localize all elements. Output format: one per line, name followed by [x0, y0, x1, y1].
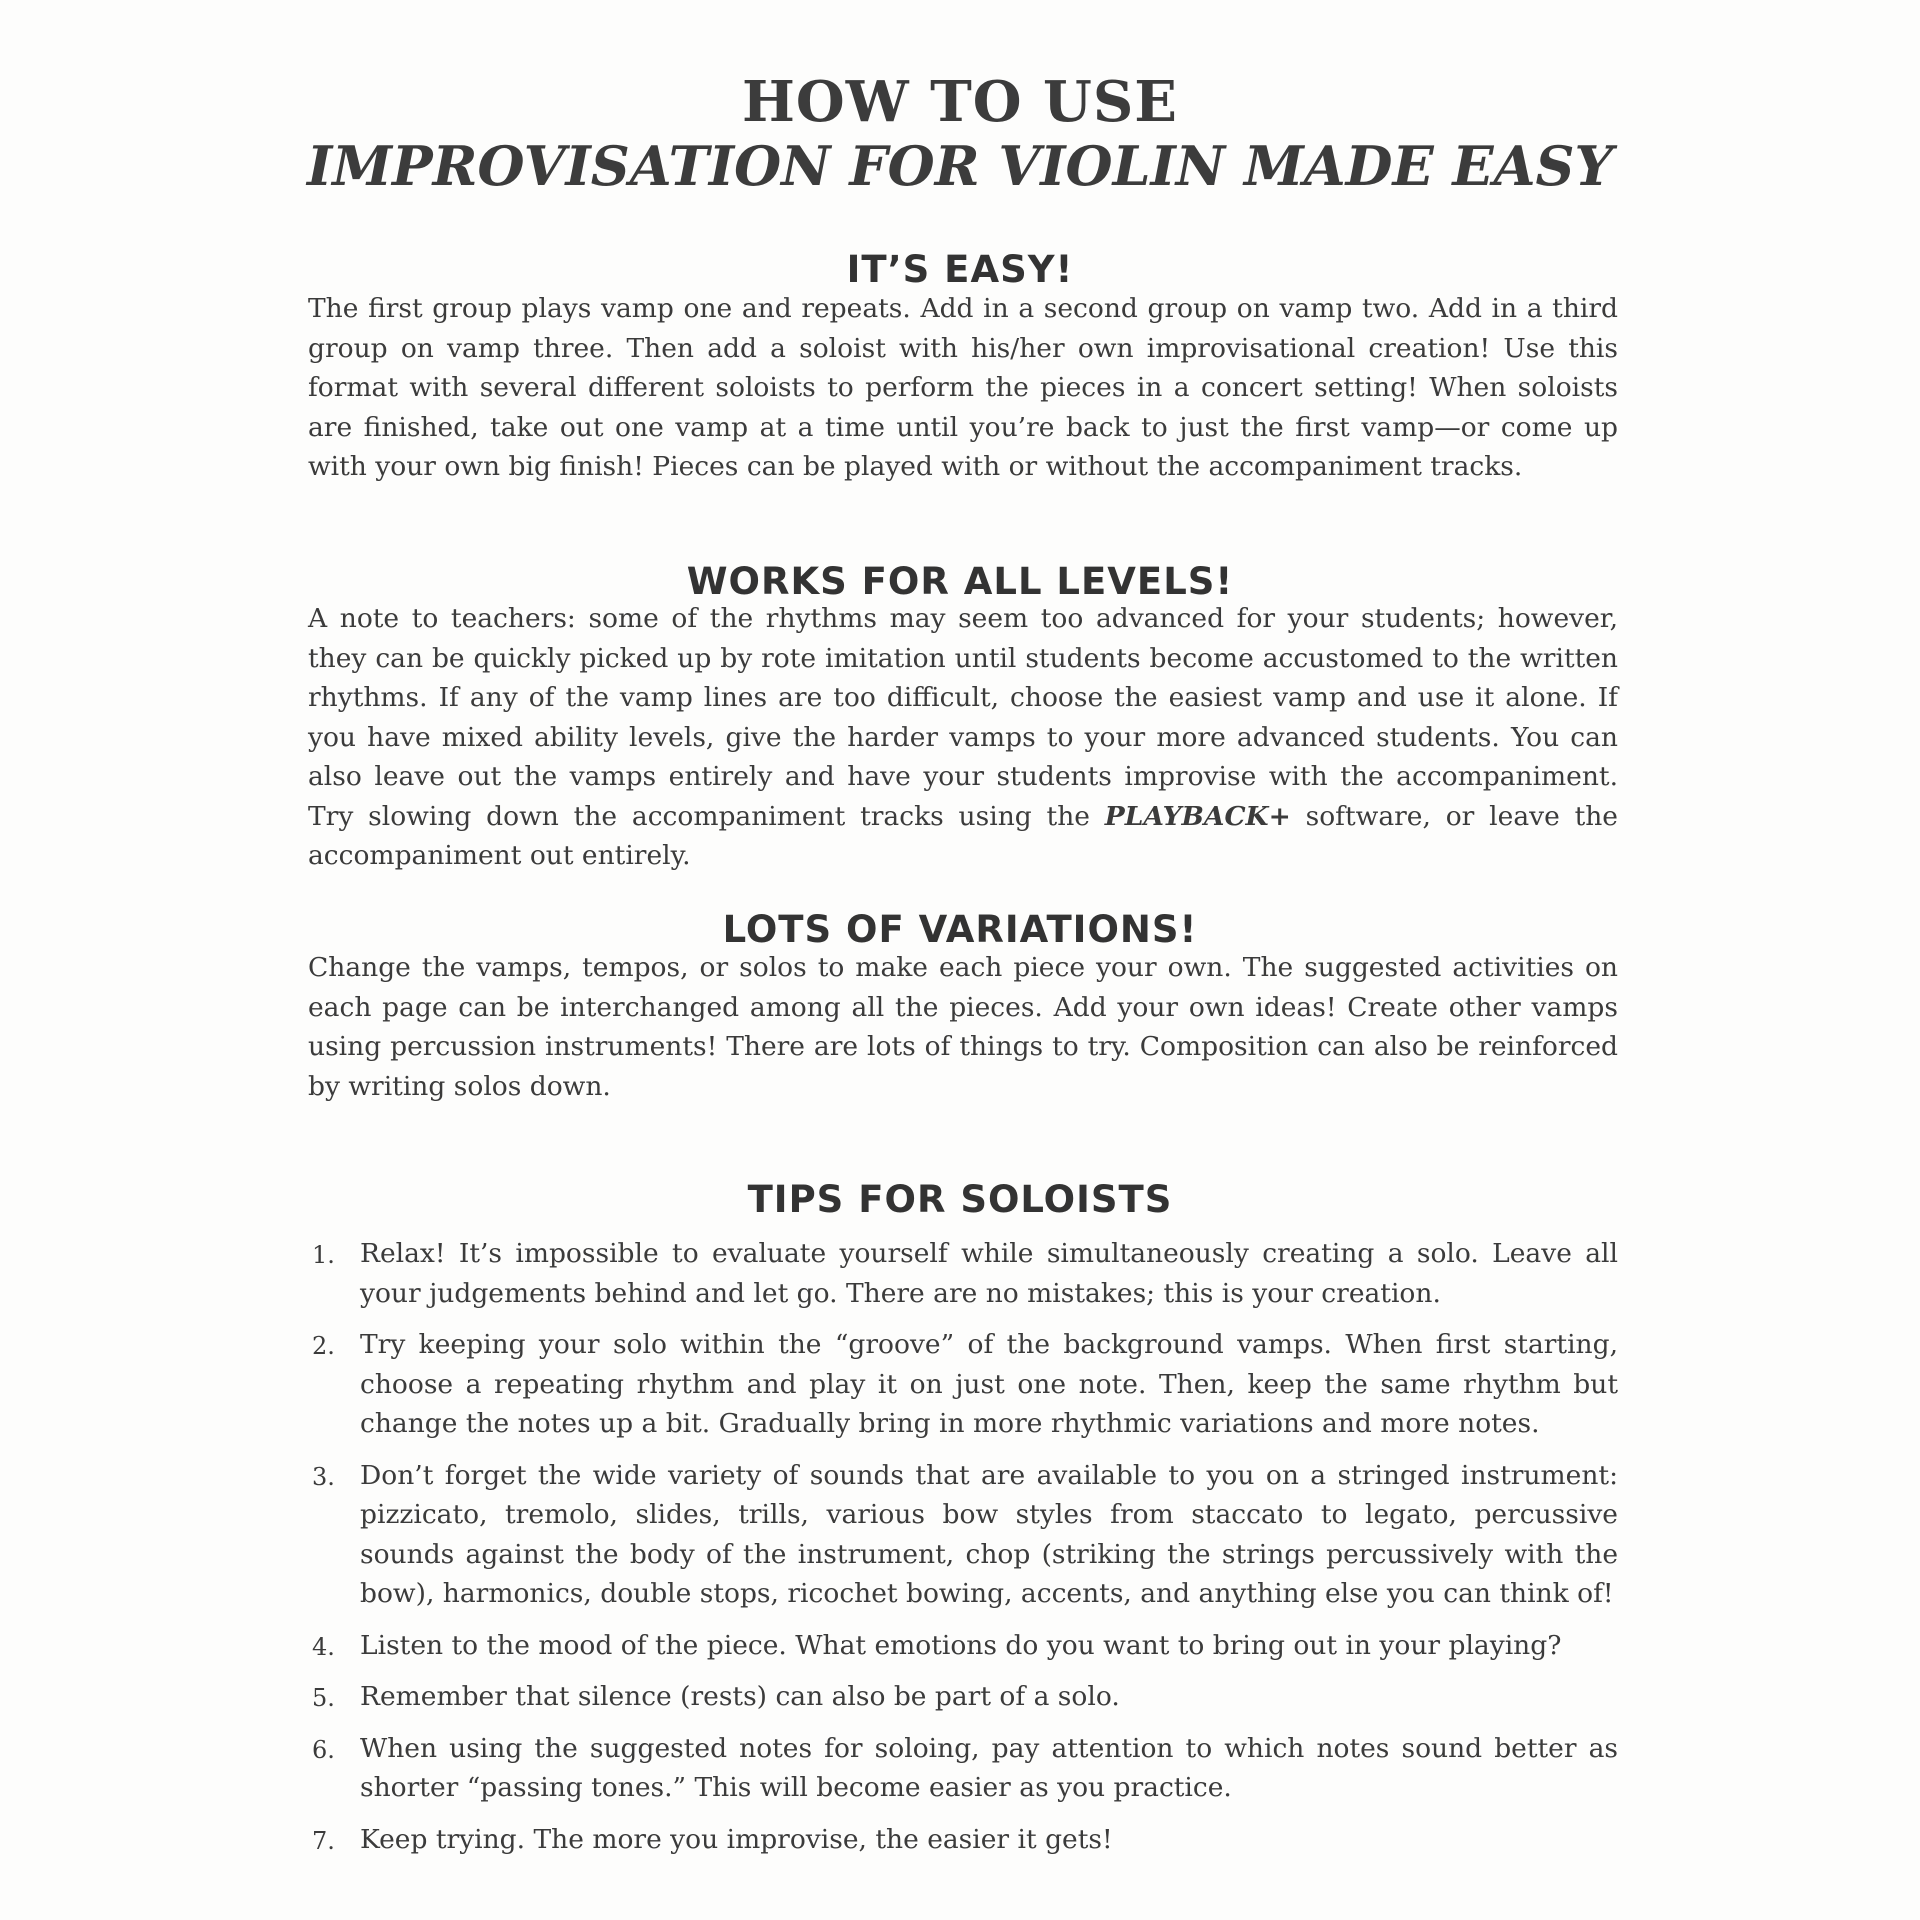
list-item	[308, 1729, 1618, 1808]
section-heading-variations: LOTS OF VARIATIONS!	[722, 908, 1198, 951]
list-item	[308, 1820, 1618, 1860]
section-body-variations: Change the vamps, tempos, or solos to make each piece your own. The suggested activities on each page can be interchanged among all the pieces. Add your own ideas! Create other vamps using percussion instruments! There are lots of things to try. Composition can also be reinforced by writing solos down.	[308, 952, 1618, 1102]
list-item-text: Keep trying. The more you improvise, the easier it gets!	[360, 1823, 1113, 1855]
section-body-levels	[308, 599, 1618, 876]
levels-body-start: A note to teachers: some of the rhythms may seem too advanced for your students; however, they can be quickly picked up by rote imitation until students become accustomed to the written rhythms. If any of the vamp lines are too difficult, choose the easiest vamp and use it alone. If you have mixed ability levels, give the harder vamps to your more advanced students. You can also leave out the vamps entirely and have your students improvise with the accompaniment. Try slowing down the accompaniment tracks using the	[308, 603, 1618, 832]
list-item-text: Remember that silence (rests) can also be part of a solo.	[360, 1681, 1120, 1712]
section-heading-tips: TIPS FOR SOLOISTS	[747, 1178, 1173, 1221]
list-item-number: 5.	[312, 1684, 335, 1712]
list-item	[308, 1626, 1618, 1666]
list-item-text: Try keeping your solo within the “groove” of the background vamps. When first starting, choose a repeating rhythm and play it on just one note. Then, keep the same rhythm but change the notes up a bit. Gradually bring in more rhythmic variations and more notes.	[360, 1329, 1618, 1439]
list-item-text: When using the suggested notes for soloing, pay attention to which notes sound better as shorter “passing tones.” This will become easier as you practice.	[360, 1732, 1618, 1803]
list-item	[308, 1677, 1618, 1717]
list-item-number: 6.	[312, 1735, 335, 1764]
list-item-number: 7.	[312, 1826, 335, 1855]
page-title-line-1: HOW TO USE	[742, 69, 1178, 135]
list-item-text: Relax! It’s impossible to evaluate yourself while simultaneously creating a solo. Leave all your judgements behind and let go. There are no mistakes; this is your creation.	[360, 1238, 1618, 1309]
list-item	[308, 1456, 1618, 1614]
tips-list	[308, 1234, 1618, 1871]
levels-body-end: software, or leave the accompaniment out entirely.	[308, 800, 1618, 871]
list-item-number: 1.	[312, 1241, 335, 1269]
section-body-easy: The first group plays vamp one and repeats. Add in a second group on vamp two. Add in a third group on vamp three. Then add a soloist with his/her own improvisational creation! Use this format with several different soloists to perform the pieces in a concert setting! When soloists are finished, take out one vamp at a time until you’re back to just the first vamp—or come up with your own big finish! Pieces can be played with or without the accompaniment tracks.	[308, 293, 1618, 482]
list-item	[308, 1234, 1618, 1313]
list-item-number: 4.	[312, 1632, 335, 1661]
list-item-number: 2.	[312, 1332, 335, 1360]
list-item	[308, 1325, 1618, 1444]
page-title-line-2: IMPROVISATION FOR VIOLIN MADE EASY	[306, 134, 1614, 198]
section-heading-levels: WORKS FOR ALL LEVELS!	[686, 560, 1234, 603]
list-item-number: 3.	[312, 1462, 335, 1491]
section-heading-easy: IT’S EASY!	[846, 248, 1074, 291]
playback-plus-label: PLAYBACK+	[1104, 800, 1291, 832]
list-item-text: Listen to the mood of the piece. What emotions do you want to bring out in your playing?	[360, 1629, 1562, 1661]
list-item-text: Don’t forget the wide variety of sounds that are available to you on a stringed instrument: pizzicato, tremolo, slides, trills, various bow styles from staccato to legato, percussive sounds against the body of the instrument, chop (striking the strings percussively with the bow), harmonics, double stops, ricochet bowing, accents, and anything else you can think of!	[360, 1459, 1618, 1609]
